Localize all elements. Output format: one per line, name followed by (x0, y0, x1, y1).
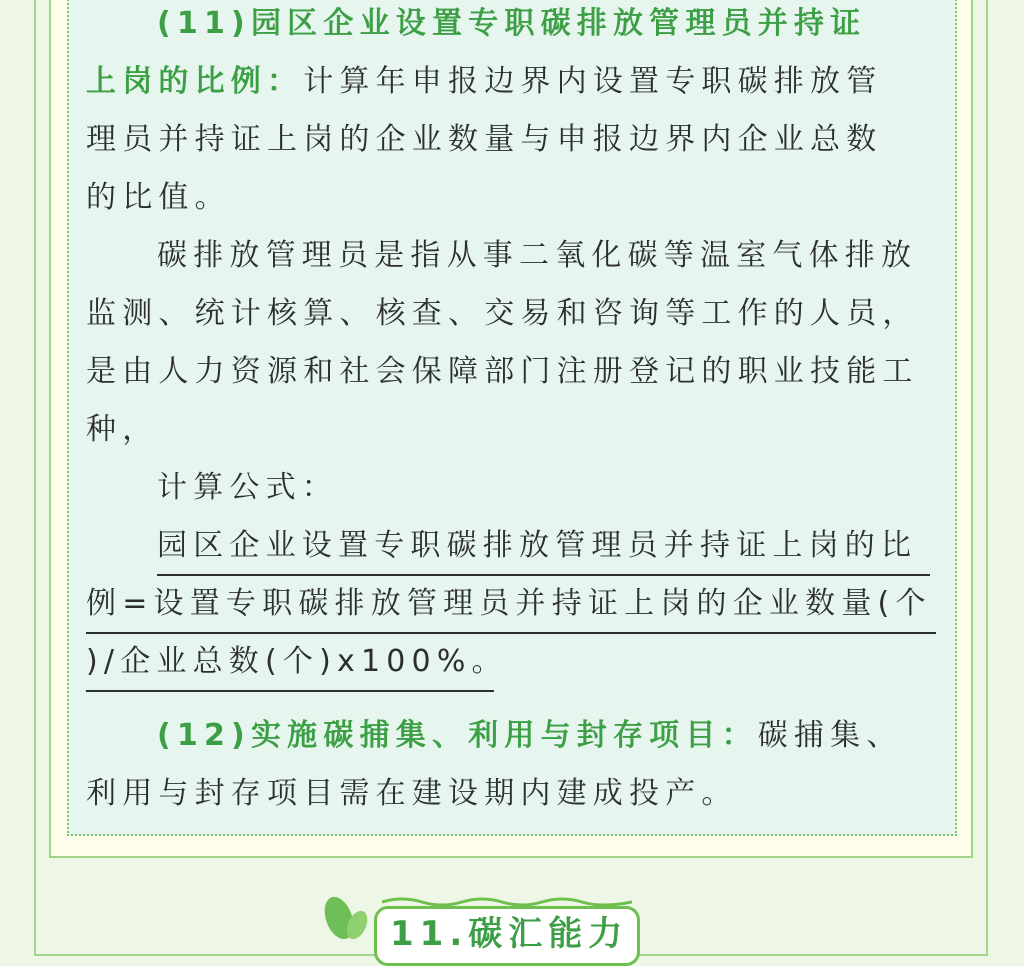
formula-line1: 园区企业设置专职碳排放管理员并持证上岗的比 (157, 528, 918, 563)
formula-underline-1 (157, 574, 930, 576)
para2-line3: 是由人力资源和社会保障部门注册登记的职业技能工 (86, 354, 919, 389)
para1-line2 (86, 62, 946, 102)
next-section-header (322, 892, 682, 954)
formula-underline-2 (86, 632, 936, 634)
formula-line2: 例=设置专职碳排放管理员并持证上岗的企业数量(个 (86, 586, 932, 621)
para3-line1 (157, 716, 1017, 756)
para1-line4: 的比值。 (86, 180, 231, 215)
formula-line3: )/企业总数(个)x100%。 (86, 644, 508, 679)
para2-line4: 种， (86, 412, 159, 447)
para2-line1: 碳排放管理员是指从事二氧化碳等温室气体排放 (157, 238, 918, 273)
section-title: 11.碳汇能力 (390, 914, 629, 954)
para1-label: 上岗的比例： (86, 64, 304, 99)
para1-line3: 理员并持证上岗的企业数量与申报边界内企业总数 (86, 122, 883, 157)
para2-line2: 监测、统计核算、核查、交易和咨询等工作的人员， (86, 296, 919, 331)
para3-line2: 利用与封存项目需在建设期内建成投产。 (86, 776, 738, 811)
formula-label: 计算公式： (157, 470, 338, 505)
para1-line2-text: 计算年申报边界内设置专职碳排放管 (303, 64, 883, 99)
para3-label: (12)实施碳捕集、利用与封存项目： (157, 718, 758, 753)
formula-underline-3 (86, 690, 494, 692)
vine-decoration (382, 896, 632, 906)
para1-heading: (11)园区企业设置专职碳排放管理员并持证 (157, 6, 867, 41)
para3-line1-text: 碳捕集、 (757, 718, 903, 753)
